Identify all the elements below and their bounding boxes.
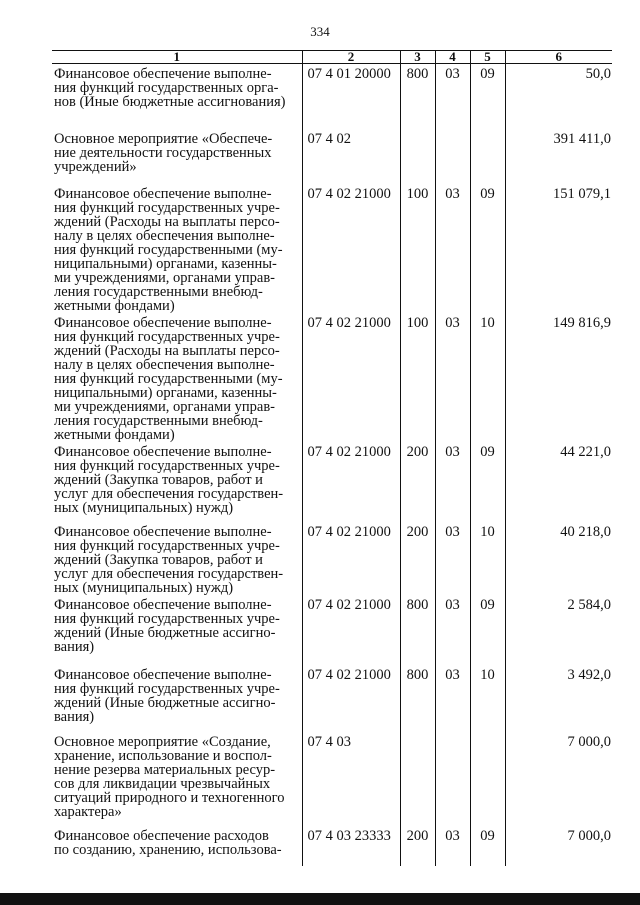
row-col3-cell: 200 [400, 522, 435, 595]
row-col3-cell: 800 [400, 64, 435, 129]
row-code-cell: 07 4 02 [302, 129, 400, 184]
row-name-cell: Финансовое обеспечение выполне- ния функций государственных учре- ждений (Иные бюджетные ассигно- вания) [54, 596, 280, 655]
row-col3-cell: 100 [400, 184, 435, 313]
row-amount-cell: 149 816,9 [505, 313, 612, 442]
row-col4-cell: 03 [435, 64, 470, 129]
table-row [52, 184, 612, 313]
row-amount-cell: 151 079,1 [505, 184, 612, 313]
column-header: 5 [470, 51, 505, 64]
row-name-cell: Финансовое обеспечение выполне- ния функций государственных учре- ждений (Закупка товаров, работ и услуг для обеспечения государствен- ных (муниципальных) нужд) [54, 523, 284, 596]
table-row [52, 522, 612, 595]
row-amount-cell: 2 584,0 [505, 595, 612, 665]
row-col4-cell: 03 [435, 184, 470, 313]
row-col3-cell: 200 [400, 442, 435, 522]
row-col5-cell [470, 732, 505, 826]
row-col3-cell: 800 [400, 595, 435, 665]
row-name-cell: Финансовое обеспечение выполне- ния функций государственных учре- ждений (Расходы на выплаты персо- налу в целях обеспечения выполне- ния функций государственными (му- ниципальными) органами, казенны- ми учреждениями, органами управ- ления государственными внебюд- жетными фондами) [54, 185, 283, 314]
row-col3-cell: 800 [400, 665, 435, 732]
scan-edge-bar [0, 893, 640, 905]
row-col5-cell: 09 [470, 442, 505, 522]
row-name-cell: Финансовое обеспечение выполне- ния функций государственных учре- ждений (Закупка товаров, работ и услуг для обеспечения государствен- ных (муниципальных) нужд) [54, 443, 284, 516]
row-col4-cell [435, 129, 470, 184]
row-col4-cell: 03 [435, 826, 470, 866]
row-col4-cell: 03 [435, 665, 470, 732]
row-code-cell: 07 4 02 21000 [302, 184, 400, 313]
table-row [52, 64, 612, 129]
row-amount-cell: 44 221,0 [505, 442, 612, 522]
page-number: 334 [310, 24, 330, 39]
table-row [52, 826, 612, 866]
row-name-cell: Основное мероприятие «Создание, хранение, использование и воспол- нение резерва материальных ресур- сов для ликвидации чрезвычайных ситуаций природного и техногенного характера» [54, 733, 285, 820]
row-col5-cell: 10 [470, 313, 505, 442]
row-code-cell: 07 4 02 21000 [302, 313, 400, 442]
row-code-cell: 07 4 03 23333 [302, 826, 400, 866]
row-amount-cell: 391 411,0 [505, 129, 612, 184]
budget-table [52, 50, 612, 866]
row-col4-cell [435, 732, 470, 826]
row-col5-cell: 09 [470, 64, 505, 129]
table-row [52, 129, 612, 184]
row-col5-cell: 10 [470, 665, 505, 732]
row-col3-cell [400, 732, 435, 826]
row-code-cell: 07 4 02 21000 [302, 665, 400, 732]
row-col5-cell: 10 [470, 522, 505, 595]
row-name-cell: Основное мероприятие «Обеспече- ние деятельности государственных учреждений» [54, 130, 273, 175]
column-header: 3 [400, 51, 435, 64]
row-col5-cell: 09 [470, 184, 505, 313]
column-header: 1 [52, 51, 302, 64]
row-col3-cell: 100 [400, 313, 435, 442]
row-amount-cell: 40 218,0 [505, 522, 612, 595]
row-name-cell: Финансовое обеспечение расходов по созданию, хранению, использова- [54, 827, 282, 858]
table-row [52, 665, 612, 732]
row-name-cell: Финансовое обеспечение выполне- ния функций государственных орга- нов (Иные бюджетные ассигнования) [54, 66, 286, 110]
row-name-cell: Финансовое обеспечение выполне- ния функций государственных учре- ждений (Расходы на выплаты персо- налу в целях обеспечения выполне- ния функций государственными (му- ниципальными) органами, казенны- ми учреждениями, органами управ- ления государственными внебюд- жетными фондами) [54, 314, 283, 443]
row-col5-cell: 09 [470, 826, 505, 866]
column-header: 4 [435, 51, 470, 64]
row-amount-cell: 3 492,0 [505, 665, 612, 732]
row-code-cell: 07 4 01 20000 [302, 64, 400, 129]
row-code-cell: 07 4 02 21000 [302, 595, 400, 665]
row-amount-cell: 50,0 [505, 64, 612, 129]
row-col3-cell [400, 129, 435, 184]
table-row [52, 732, 612, 826]
row-col4-cell: 03 [435, 522, 470, 595]
row-amount-cell: 7 000,0 [505, 826, 612, 866]
row-name-cell: Финансовое обеспечение выполне- ния функций государственных учре- ждений (Иные бюджетные ассигно- вания) [54, 666, 280, 725]
table-header-row [52, 51, 612, 64]
row-amount-cell: 7 000,0 [505, 732, 612, 826]
row-code-cell: 07 4 02 21000 [302, 522, 400, 595]
row-code-cell: 07 4 03 [302, 732, 400, 826]
table-row [52, 595, 612, 665]
row-code-cell: 07 4 02 21000 [302, 442, 400, 522]
column-header: 6 [505, 51, 612, 64]
table-row [52, 313, 612, 442]
row-col5-cell [470, 129, 505, 184]
row-col5-cell: 09 [470, 595, 505, 665]
row-col4-cell: 03 [435, 595, 470, 665]
column-header: 2 [302, 51, 400, 64]
row-col4-cell: 03 [435, 313, 470, 442]
table-row [52, 442, 612, 522]
row-col3-cell: 200 [400, 826, 435, 866]
row-col4-cell: 03 [435, 442, 470, 522]
